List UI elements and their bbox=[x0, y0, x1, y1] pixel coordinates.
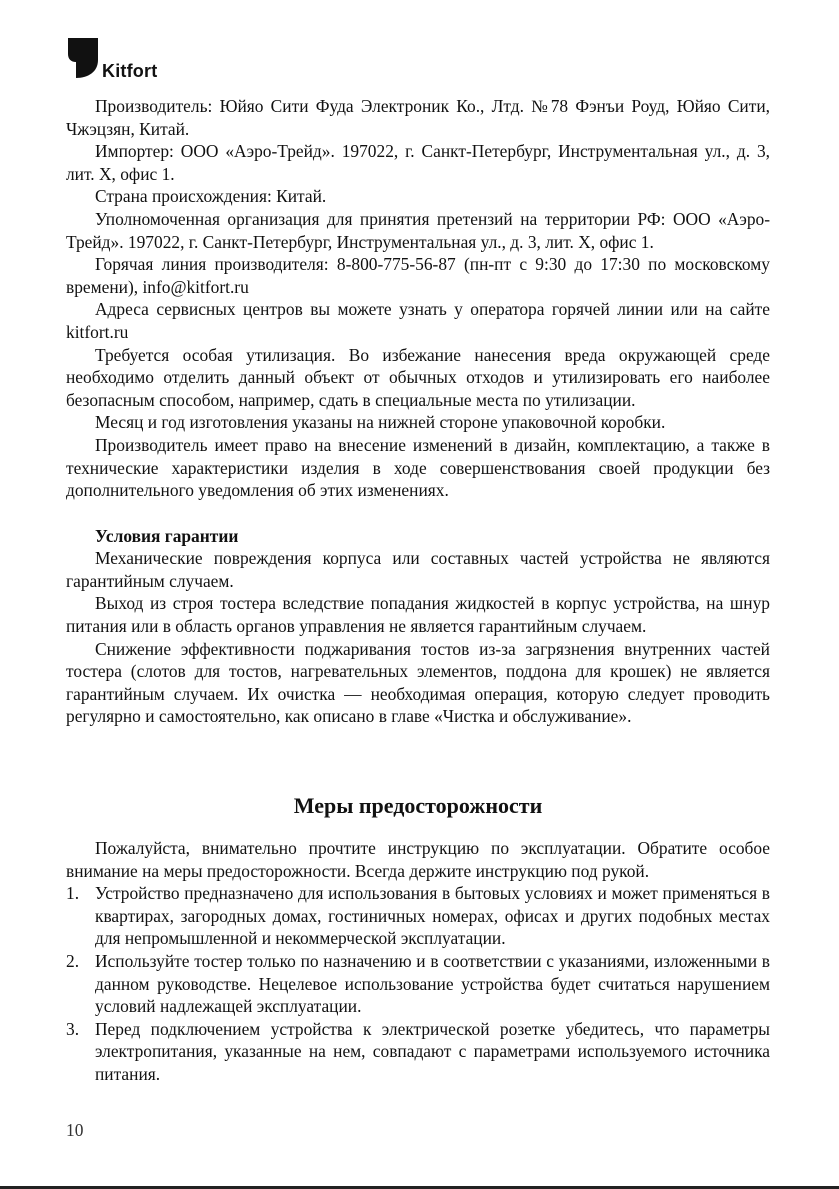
paragraph-country: Страна происхождения: Китай. bbox=[95, 186, 327, 207]
paragraph-hotline: Горячая линия производителя: 8-800-775-56-87 (пн-пт с 9:30 до 17:30 по московскому времени), info@kitfort.ru bbox=[66, 254, 770, 297]
list-item-text: Используйте тостер только по назначению и в соответствии с указаниями, изложенными в данном руководстве. Нецелевое использование устройства будет считаться нарушением условий надлежащей эксплуатации. bbox=[95, 951, 770, 1017]
list-item-number: 1. bbox=[66, 883, 80, 904]
paragraph-service-centers: Адреса сервисных центров вы можете узнать у оператора горячей линии или на сайте kitfort.ru bbox=[66, 299, 770, 342]
paragraph-changes: Производитель имеет право на внесение изменений в дизайн, комплектацию, а также в технические характеристики изделия в ходе совершенствования своей продукции без дополнительного уведомления об этих изменениях. bbox=[66, 434, 770, 501]
paragraph-importer: Импортер: ООО «Аэро-Трейд». 197022, г. Санкт-Петербург, Инструментальная ул., д. 3, лит. Х, офис 1. bbox=[66, 141, 770, 184]
list-item bbox=[66, 1018, 770, 1086]
list-item bbox=[66, 882, 770, 950]
precautions-list bbox=[66, 882, 770, 1085]
warranty-paragraph: Механические повреждения корпуса или составных частей устройства не являются гарантийным случаем. bbox=[66, 548, 770, 591]
warranty-heading: Условия гарантии bbox=[95, 525, 239, 546]
list-item-text: Устройство предназначено для использования в бытовых условиях и может применяться в квартирах, загородных домах, гостиничных номерах, офисах и других подобных местах для непромышленной и некоммерческой эксплуатации. bbox=[95, 883, 770, 949]
paragraph-manufacturer: Производитель: Юйяо Сити Фуда Электроник Ко., Лтд. №78 Фэнъи Роуд, Юйяо Сити, Чжэцзян, Китай. bbox=[66, 96, 770, 139]
brand-name: Kitfort bbox=[102, 61, 158, 81]
warranty-paragraph: Снижение эффективности поджаривания тостов из-за загрязнения внутренних частей тостера (слотов для тостов, нагревательных элементов, поддона для крошек) не является гарантийным случаем. Их очистка — необходимая операция, которую следует проводить регулярно и самостоятельно, как описано в главе «Чистка и обслуживание». bbox=[66, 638, 770, 727]
page-content bbox=[66, 95, 770, 1086]
section-title: Меры предосторожности bbox=[293, 793, 543, 819]
paragraph-manufacture-date: Месяц и год изготовления указаны на нижней стороне упаковочной коробки. bbox=[95, 412, 666, 433]
warranty-paragraph: Выход из строя тостера вследствие попадания жидкостей в корпус устройства, на шнур питания или в область органов управления не является гарантийным случаем. bbox=[66, 593, 770, 637]
list-item-number: 3. bbox=[66, 1018, 80, 1039]
list-item-number: 2. bbox=[66, 951, 80, 971]
brand-logo bbox=[66, 36, 157, 80]
paragraph-authorized-org: Уполномоченная организация для принятия претензий на территории РФ: ООО «Аэро-Трейд». 197022, г. Санкт-Петербург, Инструментальная ул., д. 3, лит. Х, офис 1. bbox=[66, 208, 770, 252]
page-number: 10 bbox=[66, 1120, 84, 1140]
precautions-intro: Пожалуйста, внимательно прочтите инструкцию по эксплуатации. Обратите особое внимание на меры предосторожности. Всегда держите инструкцию под рукой. bbox=[66, 838, 770, 881]
list-item bbox=[66, 950, 770, 1018]
paragraph-disposal: Требуется особая утилизация. Во избежание нанесения вреда окружающей среде необходимо отделить данный объект от обычных отходов и утилизировать его наиболее безопасным способом, например, сдать в специальные места по утилизации. bbox=[66, 344, 770, 410]
kitfort-logo-icon bbox=[66, 36, 100, 80]
list-item-text: Перед подключением устройства к электрической розетке убедитесь, что параметры электропитания, указанные на нем, совпадают с параметрами используемого источника питания. bbox=[95, 1018, 770, 1084]
